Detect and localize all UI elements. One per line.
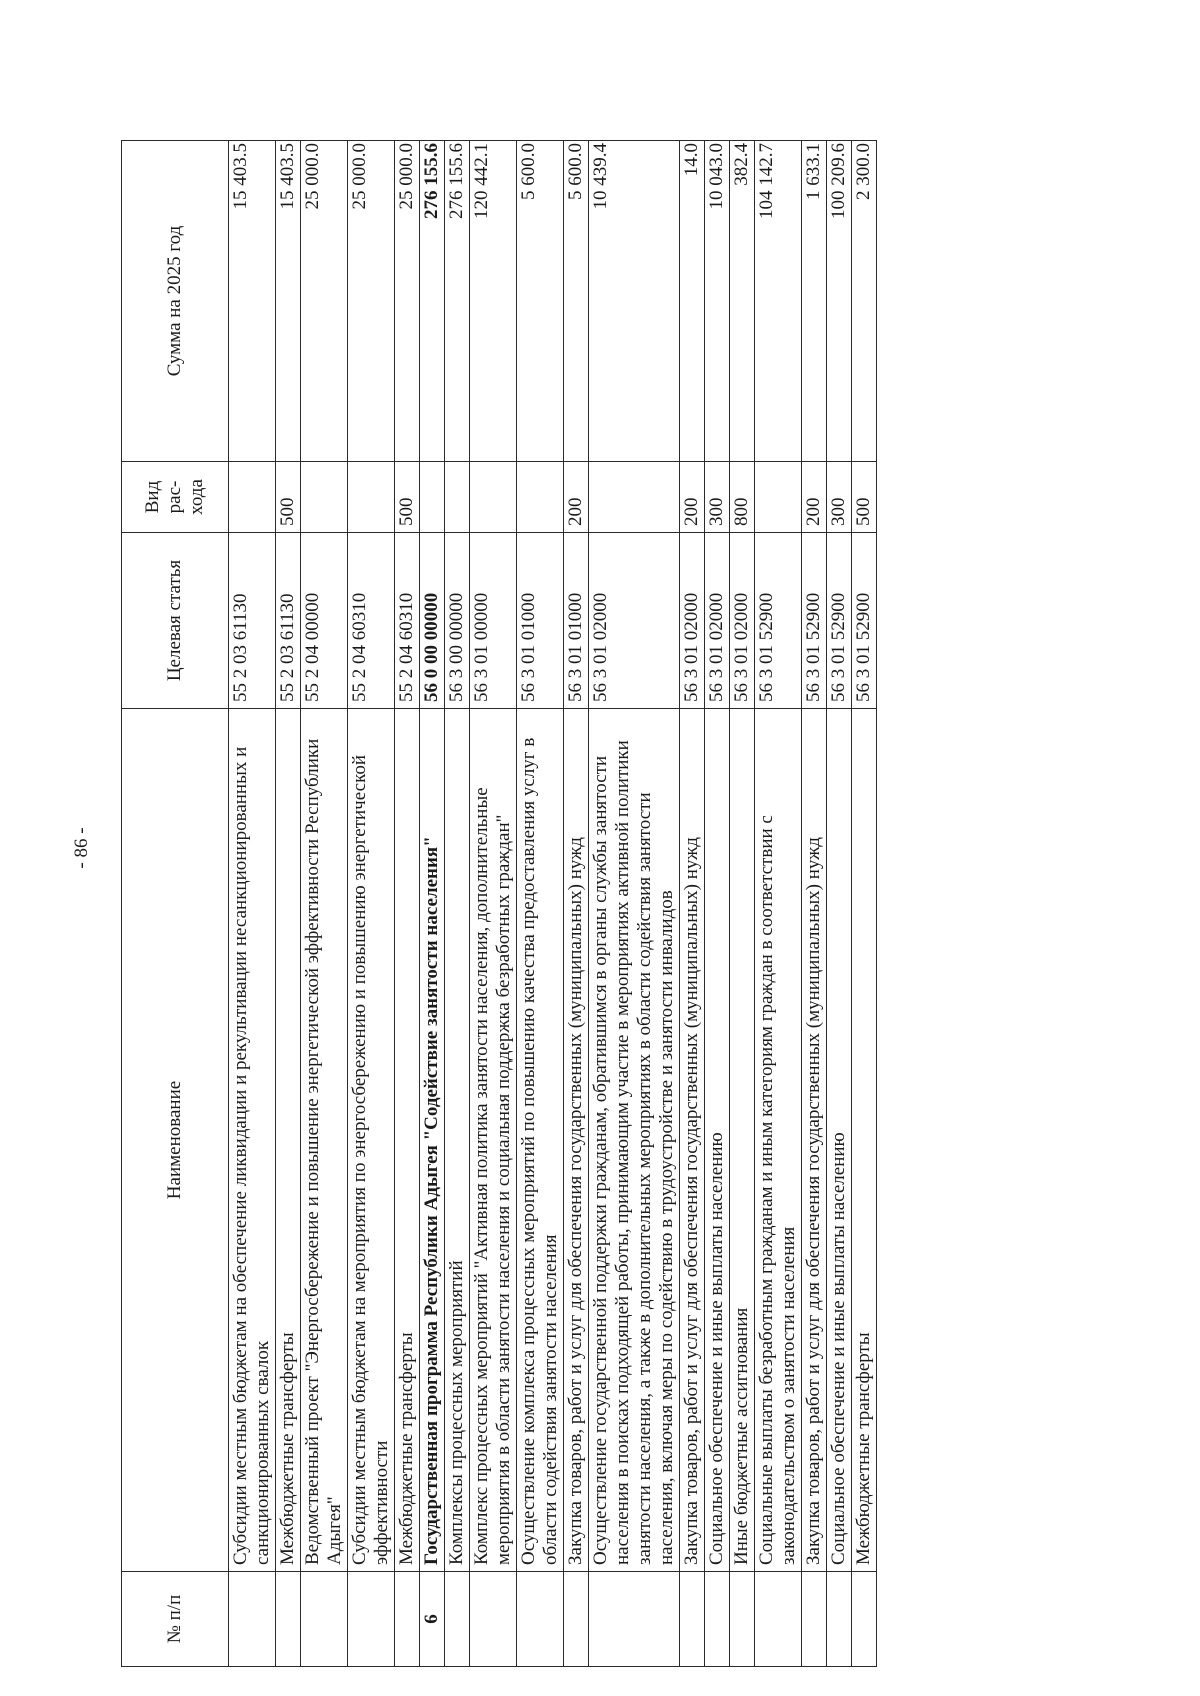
row-code: 56 3 01 02000 bbox=[589, 533, 680, 709]
header-num: № п/п bbox=[122, 1572, 229, 1667]
page-number: - 86 - bbox=[71, 827, 92, 869]
row-code: 56 0 00 00000 bbox=[420, 533, 445, 709]
row-num bbox=[755, 1572, 802, 1667]
row-num bbox=[827, 1572, 852, 1667]
table-row bbox=[445, 141, 470, 1667]
row-amount: 1 633.1 bbox=[802, 141, 827, 462]
row-amount: 104 142.7 bbox=[755, 141, 802, 462]
row-code: 56 3 01 02000 bbox=[680, 533, 705, 709]
row-amount: 14.0 bbox=[680, 141, 705, 462]
row-kind bbox=[420, 462, 445, 533]
row-code: 56 3 00 00000 bbox=[445, 533, 470, 709]
row-code: 56 3 01 02000 bbox=[730, 533, 755, 709]
row-kind bbox=[589, 462, 680, 533]
row-kind: 200 bbox=[680, 462, 705, 533]
table-row bbox=[348, 141, 395, 1667]
row-code: 56 3 01 02000 bbox=[705, 533, 730, 709]
row-kind: 500 bbox=[395, 462, 420, 533]
table-row bbox=[705, 141, 730, 1667]
header-amount: Сумма на 2025 год bbox=[122, 141, 229, 462]
row-kind: 300 bbox=[827, 462, 852, 533]
row-kind: 300 bbox=[705, 462, 730, 533]
table-row bbox=[589, 141, 680, 1667]
row-code: 55 2 04 60310 bbox=[348, 533, 395, 709]
row-num bbox=[852, 1572, 877, 1667]
row-amount: 5 600.0 bbox=[564, 141, 589, 462]
row-num bbox=[517, 1572, 564, 1667]
row-num bbox=[445, 1572, 470, 1667]
header-name: Наименование bbox=[122, 709, 229, 1572]
budget-table-page bbox=[121, 141, 1009, 1667]
row-num bbox=[229, 1572, 276, 1667]
row-num bbox=[705, 1572, 730, 1667]
table-row bbox=[276, 141, 301, 1667]
row-code: 55 2 04 60310 bbox=[395, 533, 420, 709]
row-num bbox=[564, 1572, 589, 1667]
row-amount: 25 000.0 bbox=[301, 141, 348, 462]
row-name: Субсидии местным бюджетам на обеспечение ликвидации и рекультивации несанкционированных и санкционированных свалок bbox=[229, 709, 276, 1572]
header-code: Целевая статья bbox=[122, 533, 229, 709]
row-name: Ведомственный проект "Энергосбережение и повышение энергетической эффективности Республики Адыгея" bbox=[301, 709, 348, 1572]
row-kind bbox=[301, 462, 348, 533]
row-code: 56 3 01 52900 bbox=[755, 533, 802, 709]
table-body bbox=[229, 141, 877, 1667]
row-num bbox=[470, 1572, 517, 1667]
row-name: Социальное обеспечение и иные выплаты населению bbox=[705, 709, 730, 1572]
row-name: Социальное обеспечение и иные выплаты населению bbox=[827, 709, 852, 1572]
row-name: Закупка товаров, работ и услуг для обеспечения государственных (муниципальных) нужд bbox=[564, 709, 589, 1572]
budget-table bbox=[121, 140, 877, 1667]
row-name: Государственная программа Республики Адыгея "Содействие занятости населения" bbox=[420, 709, 445, 1572]
row-name: Межбюджетные трансферты bbox=[852, 709, 877, 1572]
row-kind bbox=[348, 462, 395, 533]
row-amount: 2 300.0 bbox=[852, 141, 877, 462]
row-name: Социальные выплаты безработным гражданам и иным категориям граждан в соответствии с законодательством о занятости населения bbox=[755, 709, 802, 1572]
row-code: 56 3 01 00000 bbox=[470, 533, 517, 709]
row-num bbox=[680, 1572, 705, 1667]
table-row bbox=[680, 141, 705, 1667]
row-kind: 500 bbox=[276, 462, 301, 533]
table-row bbox=[852, 141, 877, 1667]
row-kind bbox=[445, 462, 470, 533]
row-amount: 15 403.5 bbox=[229, 141, 276, 462]
row-name: Осуществление государственной поддержки гражданам, обратившимся в органы службы занятости населения в поисках подходящей работы, принимающим участие в мероприятиях активной политики занятости населения, а также в дополнительных мероприятиях в области содействия занятости населения, включая меры по содействию в трудоустройстве и занятости инвалидов bbox=[589, 709, 680, 1572]
row-name: Межбюджетные трансферты bbox=[395, 709, 420, 1572]
row-kind bbox=[470, 462, 517, 533]
row-num: 6 bbox=[420, 1572, 445, 1667]
row-name: Закупка товаров, работ и услуг для обеспечения государственных (муниципальных) нужд bbox=[802, 709, 827, 1572]
table-row bbox=[517, 141, 564, 1667]
table-row bbox=[802, 141, 827, 1667]
table-row bbox=[730, 141, 755, 1667]
row-name: Осуществление комплекса процессных мероприятий по повышению качества предоставления услуг в области содействия занятости населения bbox=[517, 709, 564, 1572]
table-row bbox=[827, 141, 852, 1667]
row-name: Закупка товаров, работ и услуг для обеспечения государственных (муниципальных) нужд bbox=[680, 709, 705, 1572]
row-num bbox=[276, 1572, 301, 1667]
row-name: Комплекс процессных мероприятий "Активная политика занятости населения, дополнительные мероприятия в области занятости населения и социальная поддержка безработных граждан" bbox=[470, 709, 517, 1572]
row-num bbox=[730, 1572, 755, 1667]
row-num bbox=[589, 1572, 680, 1667]
row-code: 56 3 01 52900 bbox=[852, 533, 877, 709]
table-row bbox=[395, 141, 420, 1667]
row-code: 56 3 01 01000 bbox=[517, 533, 564, 709]
row-kind bbox=[517, 462, 564, 533]
row-kind bbox=[229, 462, 276, 533]
table-row bbox=[564, 141, 589, 1667]
row-kind bbox=[755, 462, 802, 533]
row-amount: 25 000.0 bbox=[348, 141, 395, 462]
row-name: Комплексы процессных мероприятий bbox=[445, 709, 470, 1572]
row-amount: 276 155.6 bbox=[420, 141, 445, 462]
table-row bbox=[301, 141, 348, 1667]
row-code: 55 2 04 00000 bbox=[301, 533, 348, 709]
table-row bbox=[755, 141, 802, 1667]
rotated-table-wrapper bbox=[121, 141, 1009, 1667]
table-row bbox=[470, 141, 517, 1667]
row-kind: 500 bbox=[852, 462, 877, 533]
row-name: Межбюджетные трансферты bbox=[276, 709, 301, 1572]
row-amount: 25 000.0 bbox=[395, 141, 420, 462]
table-row bbox=[229, 141, 276, 1667]
row-num bbox=[348, 1572, 395, 1667]
row-kind: 800 bbox=[730, 462, 755, 533]
row-name: Субсидии местным бюджетам на мероприятия по энергосбережению и повышению энергетической эффективности bbox=[348, 709, 395, 1572]
row-amount: 120 442.1 bbox=[470, 141, 517, 462]
row-amount: 5 600.0 bbox=[517, 141, 564, 462]
row-code: 56 3 01 52900 bbox=[827, 533, 852, 709]
row-code: 55 2 03 61130 bbox=[229, 533, 276, 709]
row-amount: 10 439.4 bbox=[589, 141, 680, 462]
row-code: 55 2 03 61130 bbox=[276, 533, 301, 709]
row-name: Иные бюджетные ассигнования bbox=[730, 709, 755, 1572]
row-code: 56 3 01 52900 bbox=[802, 533, 827, 709]
row-num bbox=[301, 1572, 348, 1667]
row-amount: 276 155.6 bbox=[445, 141, 470, 462]
header-kind: Вид рас-хода bbox=[122, 462, 229, 533]
table-row bbox=[420, 141, 445, 1667]
row-kind: 200 bbox=[802, 462, 827, 533]
row-amount: 10 043.0 bbox=[705, 141, 730, 462]
row-kind: 200 bbox=[564, 462, 589, 533]
table-header-row bbox=[122, 141, 229, 1667]
row-amount: 382.4 bbox=[730, 141, 755, 462]
row-amount: 100 209.6 bbox=[827, 141, 852, 462]
row-num bbox=[395, 1572, 420, 1667]
row-num bbox=[802, 1572, 827, 1667]
row-code: 56 3 01 01000 bbox=[564, 533, 589, 709]
row-amount: 15 403.5 bbox=[276, 141, 301, 462]
